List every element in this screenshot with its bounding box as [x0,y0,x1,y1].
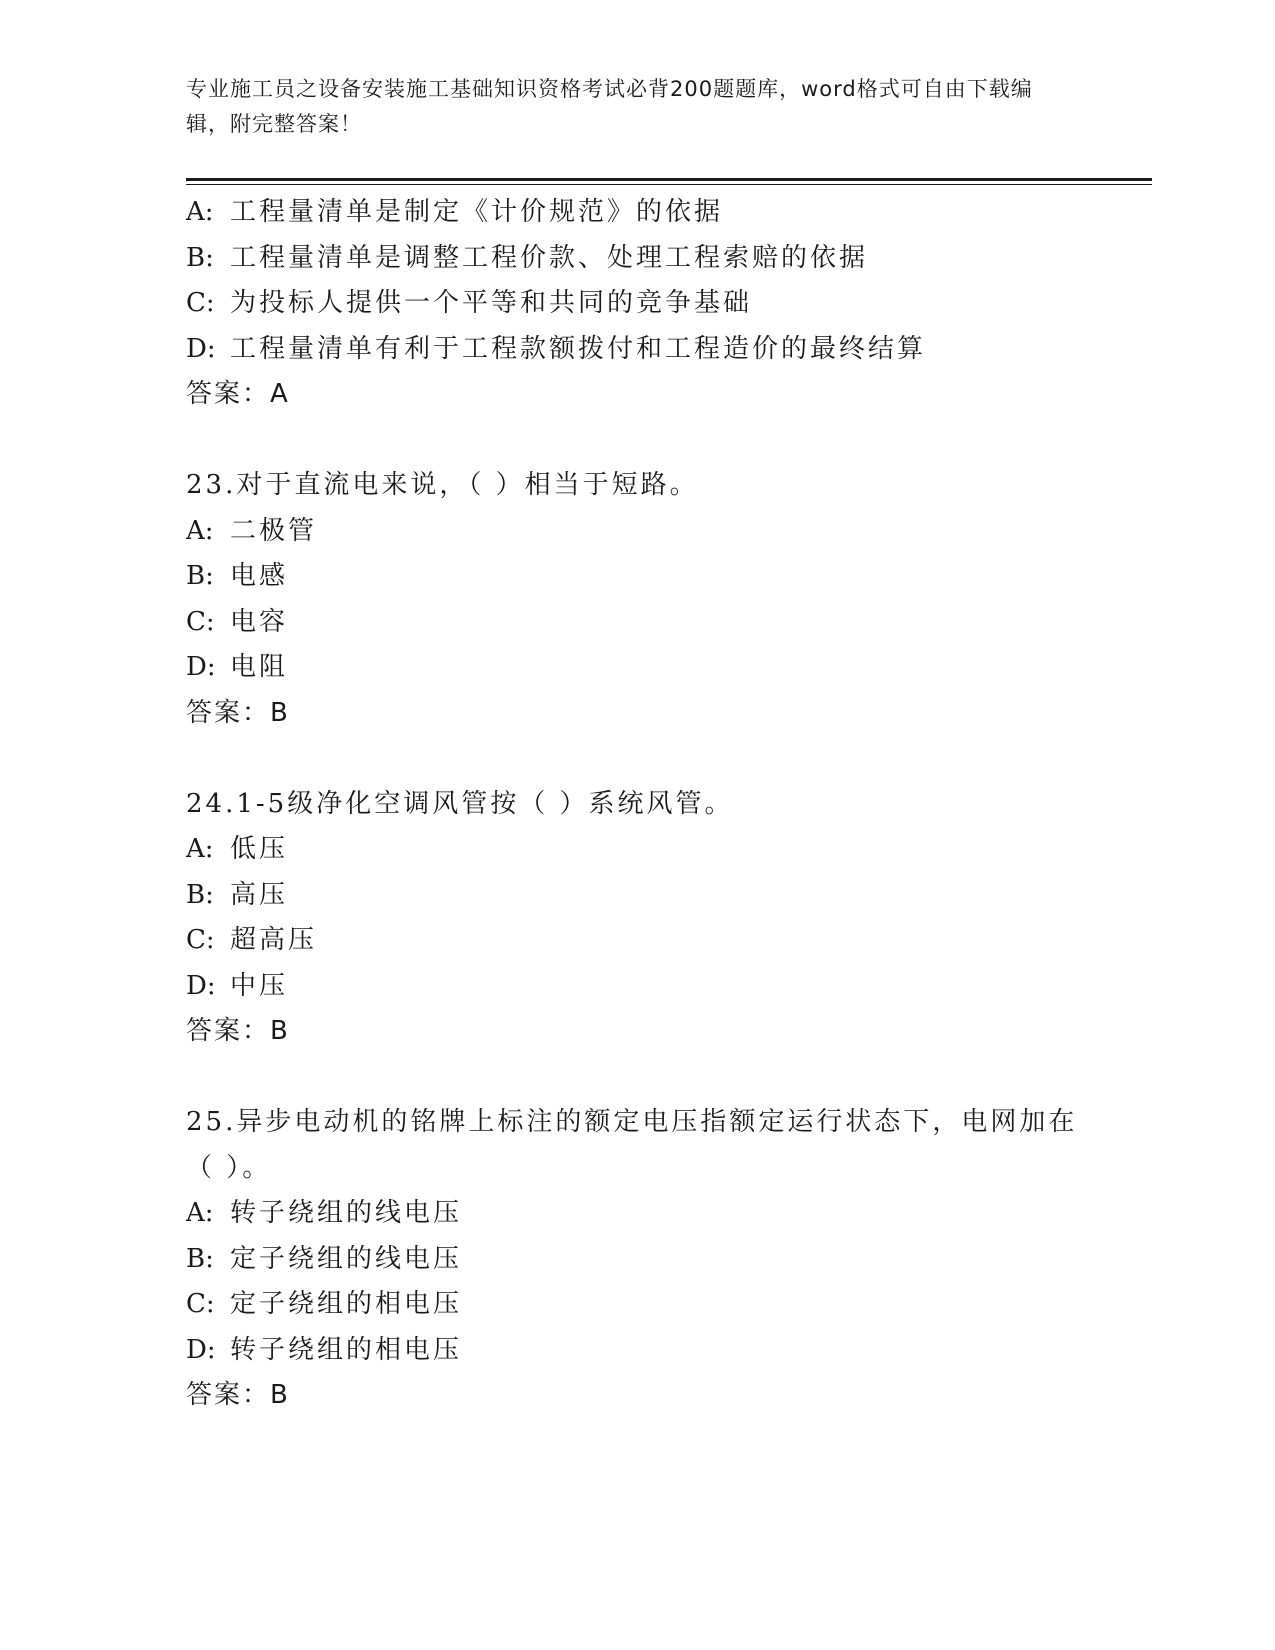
option-letter: D: [186,970,216,1001]
answer-line: 答案：A [186,379,290,409]
option-letter: B: [186,561,214,591]
option-b [186,873,1086,919]
question-block-22 [186,190,1086,418]
option-text: 二极管 [230,515,318,546]
option-b [186,236,1086,282]
option-text: 定子绕组的线电压 [230,1243,463,1274]
document-body [186,190,1086,1419]
option-letter: B: [186,1243,214,1274]
document-header: 专业施工员之设备安装施工基础知识资格考试必背200题题库，word格式可自由下载编辑，附完整答案！ [186,77,1033,136]
option-c [186,918,1086,964]
option-a [186,509,1086,555]
option-d [186,327,1086,373]
option-text: 工程量清单是调整工程价款、处理工程索赔的依据 [230,242,869,273]
option-text: 低压 [230,834,289,864]
option-text: 定子绕组的相电压 [230,1289,463,1319]
question-text: 23.对于直流电来说，（ ）相当于短路。 [186,470,699,500]
spacer [186,418,1086,464]
option-c [186,600,1086,646]
option-d [186,964,1086,1010]
question-text-line-1: 25.异步电动机的铭牌上标注的额定电压指额定运行状态下，电网加在 [186,1107,1078,1137]
option-a [186,190,1086,236]
option-letter: D: [186,333,216,364]
option-letter: A: [186,197,214,227]
option-letter: A: [186,834,214,864]
option-letter: B: [186,879,214,910]
option-a [186,1191,1086,1237]
question-block-23 [186,463,1086,736]
option-text: 电容 [230,606,289,637]
option-letter: C: [186,1289,215,1319]
option-c [186,281,1086,327]
option-d [186,1328,1086,1374]
option-letter: B: [186,242,214,273]
option-letter: D: [186,1334,216,1365]
spacer [186,1055,1086,1101]
option-letter: D: [186,652,216,682]
option-a [186,827,1086,873]
option-b [186,554,1086,600]
option-b [186,1237,1086,1283]
spacer [186,736,1086,782]
option-text: 电感 [230,561,289,591]
option-text: 超高压 [230,925,318,955]
option-c [186,1282,1086,1328]
option-text: 转子绕组的相电压 [230,1334,463,1365]
answer-line: 答案：B [186,1380,290,1410]
answer-line: 答案：B [186,1016,290,1046]
option-letter: C: [186,606,215,637]
option-text: 中压 [230,970,289,1001]
option-letter: A: [186,1198,214,1228]
header-rule-thin [186,184,1152,185]
option-letter: C: [186,925,215,955]
option-d [186,645,1086,691]
option-text: 工程量清单是制定《计价规范》的依据 [230,197,724,227]
option-text: 为投标人提供一个平等和共同的竞争基础 [230,288,753,318]
question-text: 24.1-5级净化空调风管按（ ）系统风管。 [186,788,734,819]
question-text-line-2: （ ）。 [186,1152,272,1183]
header-rule-thick [186,178,1152,181]
option-text: 转子绕组的线电压 [230,1198,463,1228]
question-block-25 [186,1100,1086,1419]
option-text: 高压 [230,879,289,910]
option-letter: A: [186,515,214,546]
option-letter: C: [186,288,215,318]
question-block-24 [186,782,1086,1055]
option-text: 电阻 [230,652,289,682]
option-text: 工程量清单有利于工程款额拨付和工程造价的最终结算 [230,333,927,364]
answer-line: 答案：B [186,697,290,728]
